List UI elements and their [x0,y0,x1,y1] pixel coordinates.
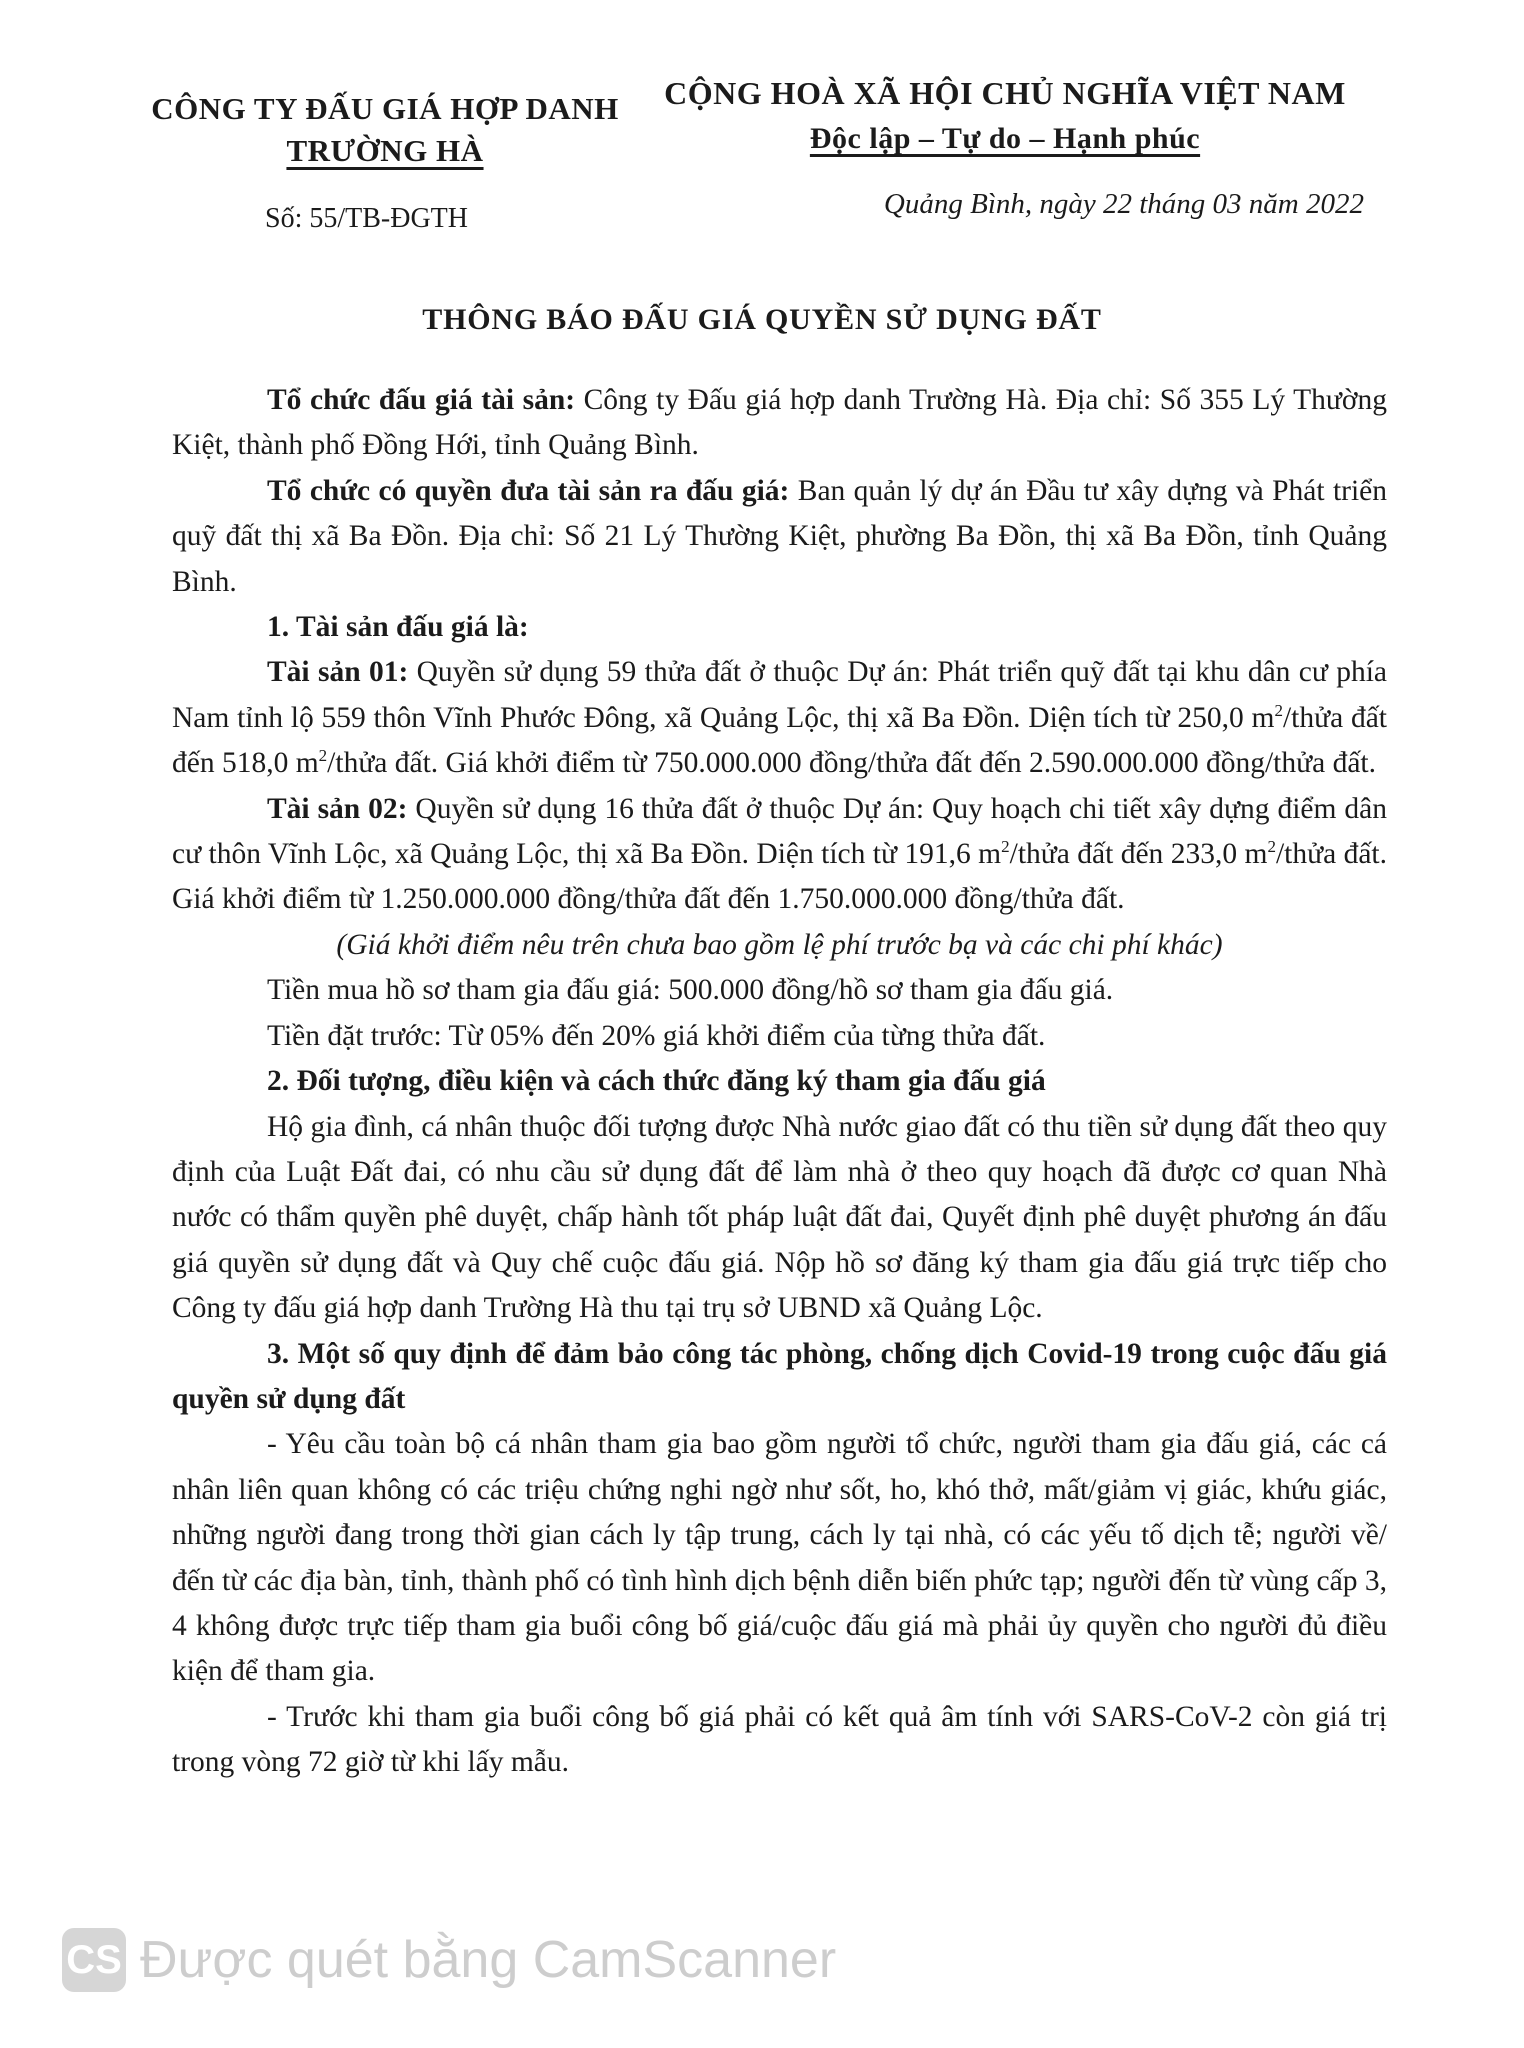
asset-owner-paragraph [172,469,1387,605]
document-title: THÔNG BÁO ĐẤU GIÁ QUYỀN SỬ DỤNG ĐẤT [422,303,1102,336]
camscanner-logo-icon: CS [62,1928,126,1992]
issuer-name-line2: TRƯỜNG HÀ [286,133,484,168]
asset-1-text-b: /thửa đất đến 518,0 m [172,701,1387,780]
camscanner-watermark [62,1928,836,1992]
price-note: (Giá khởi điểm nêu trên chưa bao gồm lệ phí trước bạ và các chi phí khác) [336,928,1223,961]
asset-2-label: Tài sản 02: [267,792,408,825]
issuer-block [135,88,635,172]
asset-2-text-b: /thửa đất đến 233,0 m [1009,838,1268,871]
section-2-paragraph: Hộ gia đình, cá nhân thuộc đối tượng được Nhà nước giao đất có thu tiền sử dụng đất theo quy định của Luật Đất đai, có nhu cầu sử dụng đất để làm nhà ở theo quy hoạch đã được cơ quan Nhà nước có thẩm quyền phê duyệt, chấp hành tốt pháp luật đất đai, Quyết định phê duyệt phương án đấu giá quyền sử dụng đất và Quy chế cuộc đấu giá. Nộp hồ sơ đăng ký tham gia đấu giá trực tiếp cho Công ty đấu giá hợp danh Trường Hà thu tại trụ sở UBND xã Quảng Lộc. [172,1110,1387,1325]
watermark-text: Được quét bằng CamScanner [140,1931,837,1989]
asset-owner-label: Tổ chức có quyền đưa tài sản ra đấu giá: [267,474,790,507]
section-3-item-2: - Trước khi tham gia buổi công bố giá phải có kết quả âm tính với SARS-CoV-2 còn giá trị trong vòng 72 giờ từ khi lấy mẫu. [172,1700,1387,1779]
national-heading [655,70,1355,162]
superscript-2: 2 [1274,701,1283,721]
auction-organizer-text: Công ty Đấu giá hợp danh Trường Hà. Địa chỉ: Số 355 Lý Thường Kiệt, thành phố Đồng Hới, tỉnh Quảng Bình. [172,384,1387,462]
nation-title: CỘNG HOÀ XÃ HỘI CHỦ NGHĨA VIỆT NAM [664,75,1346,111]
asset-1-text-a: Quyền sử dụng 59 thửa đất ở thuộc Dự án: Phát triển quỹ đất tại khu dân cư phía Nam tỉnh lộ 559 thôn Vĩnh Phước Đông, xã Quảng Lộc, thị xã Ba Đồn. Diện tích từ 250,0 m [172,656,1387,734]
place-date-line: Quảng Bình, ngày 22 tháng 03 năm 2022 [883,188,1364,220]
asset-1-paragraph [172,650,1387,786]
document-body [172,378,1387,1786]
superscript-2: 2 [1001,837,1010,857]
auction-organizer-paragraph [172,378,1387,469]
asset-2-text-c: /thửa đất. Giá khởi điểm từ 1.250.000.000 đồng/thửa đất đến 1.750.000.000 đồng/thửa đất. [172,838,1388,916]
issuer-name-line1: CÔNG TY ĐẤU GIÁ HỢP DANH [151,91,619,126]
section-3-item-1: - Yêu cầu toàn bộ cá nhân tham gia bao gồm người tổ chức, người tham gia đấu giá, các cá nhân liên quan không có các triệu chứng nghi ngờ như sốt, ho, khó thở, mất/giảm vị giác, khứu giác, những người đang trong thời gian cách ly tập trung, cách ly tại nhà, có các yếu tố dịch tễ; người về/đến từ các địa bàn, tỉnh, thành phố có tình hình dịch bệnh diễn biến phức tạp; người đến từ vùng cấp 3, 4 không được trực tiếp tham gia buổi công bố giá/cuộc đấu giá mà phải ủy quyền cho người đủ điều kiện để tham gia. [172,1428,1387,1688]
asset-2-text-a: Quyền sử dụng 16 thửa đất ở thuộc Dự án: Quy hoạch chi tiết xây dựng điểm dân cư thôn Vĩnh Lộc, xã Quảng Lộc, thị xã Ba Đồn. Diện tích từ 191,6 m [172,792,1388,871]
dossier-fee-line: Tiền mua hồ sơ tham gia đấu giá: 500.000 đồng/hồ sơ tham gia đấu giá. [267,974,1114,1007]
asset-1-label: Tài sản 01: [267,656,409,689]
superscript-2: 2 [318,746,328,766]
asset-2-paragraph [172,787,1387,923]
document-number: Số: 55/TB-ĐGTH [265,203,468,234]
auction-organizer-label: Tổ chức đấu giá tài sản: [267,384,576,416]
superscript-2: 2 [1267,837,1276,857]
national-motto: Độc lập – Tự do – Hạnh phúc [809,122,1201,155]
deposit-line: Tiền đặt trước: Từ 05% đến 20% giá khởi điểm của từng thửa đất. [267,1019,1046,1052]
asset-owner-text: Ban quản lý dự án Đầu tư xây dựng và Phát triển quỹ đất thị xã Ba Đồn. Địa chỉ: Số 21 Lý Thường Kiệt, phường Ba Đồn, thị xã Ba Đồn, tỉnh Quảng Bình. [172,474,1388,598]
asset-1-text-c: /thửa đất. Giá khởi điểm từ 750.000.000 đồng/thửa đất đến 2.590.000.000 đồng/thửa đất. [327,747,1376,780]
section-2-heading: 2. Đối tượng, điều kiện và cách thức đăng ký tham gia đấu giá [267,1065,1046,1098]
section-1-heading: 1. Tài sản đấu giá là: [267,611,529,644]
section-3-heading: 3. Một số quy định để đảm bảo công tác phòng, chống dịch Covid-19 trong cuộc đấu giá quyền sử dụng đất [172,1337,1387,1415]
